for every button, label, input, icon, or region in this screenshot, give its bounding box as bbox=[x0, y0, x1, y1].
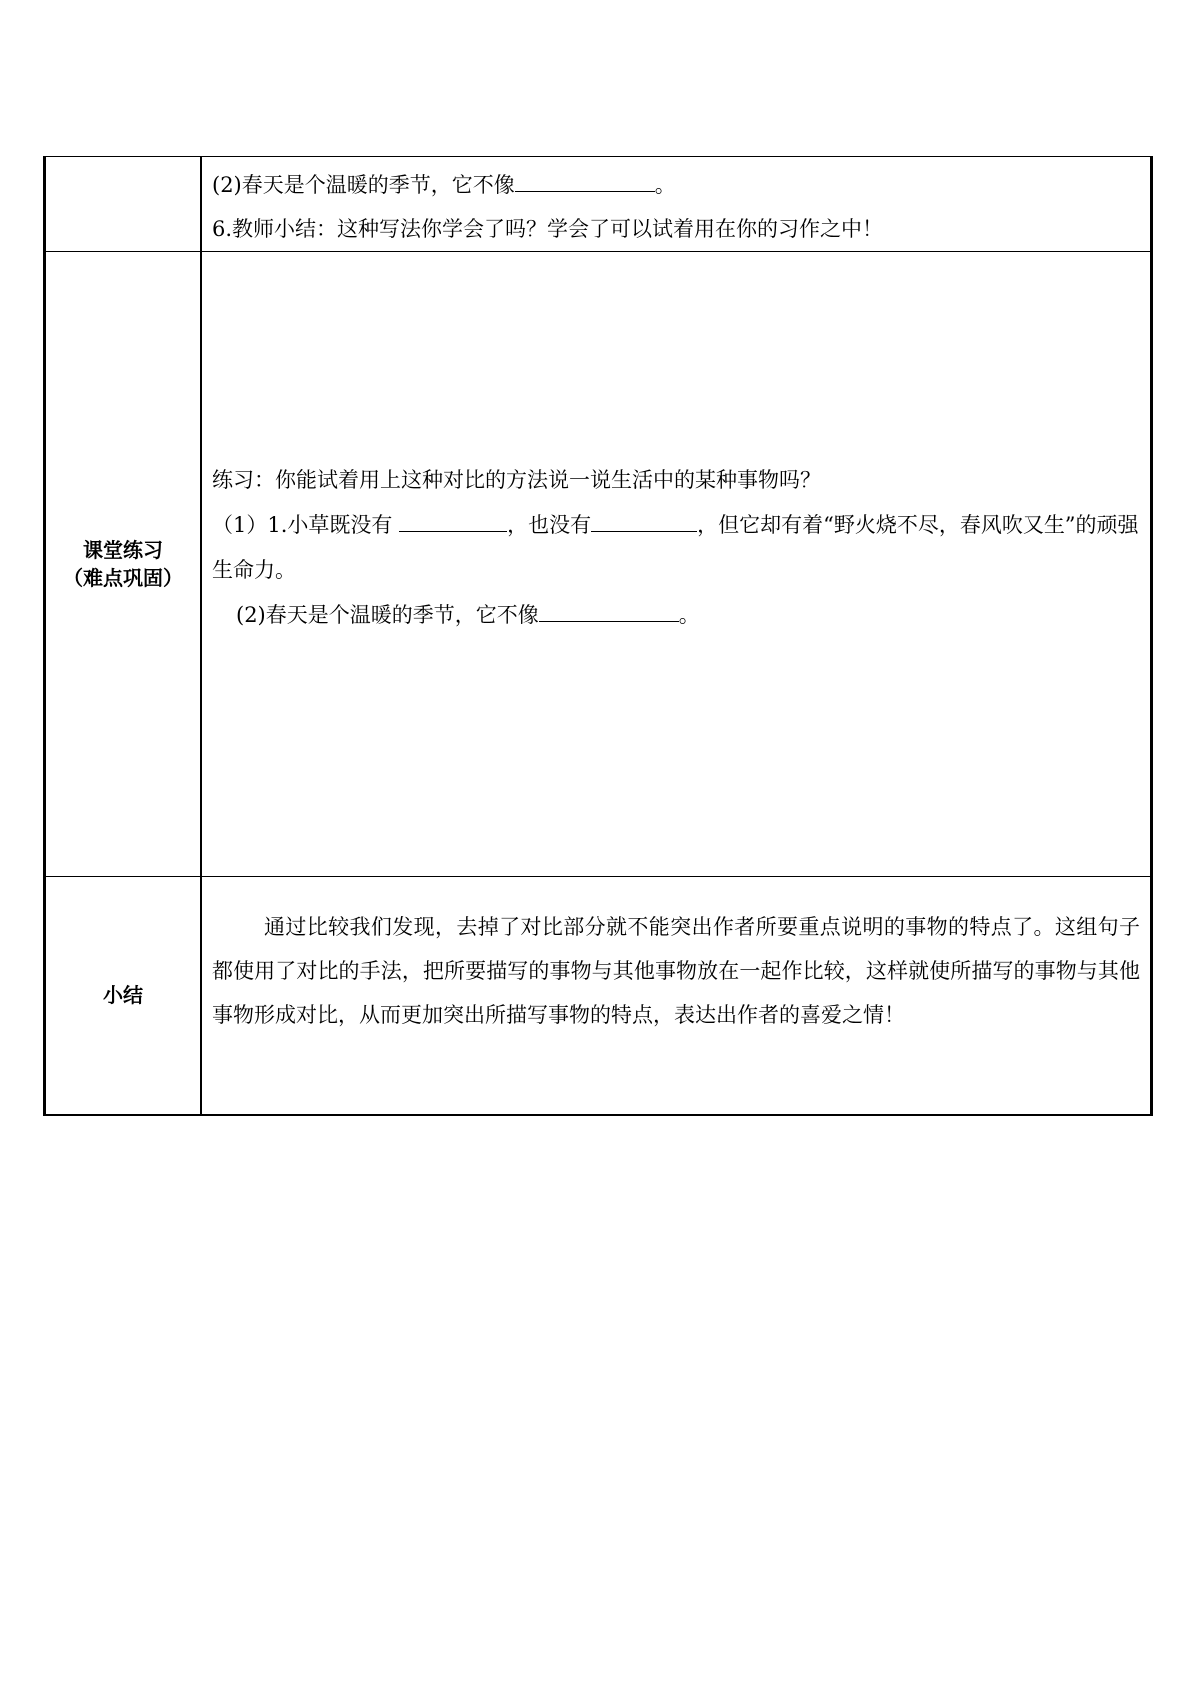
text-segment: ，但它却有着“野火烧不尽，春风吹又生”的顽强生命力。 bbox=[212, 513, 1139, 582]
text-segment: 。 bbox=[678, 603, 700, 627]
table-row bbox=[45, 252, 1152, 877]
fill-blank bbox=[591, 513, 697, 532]
row-label-empty bbox=[45, 157, 202, 252]
row-content bbox=[201, 877, 1152, 1115]
fill-blank bbox=[399, 513, 507, 532]
practice-intro: 练习：你能试着用上这种对比的方法说一说生活中的某种事物吗？ bbox=[212, 468, 821, 492]
text-segment: ，也没有 bbox=[507, 513, 592, 537]
row-content bbox=[201, 252, 1152, 877]
fill-blank bbox=[539, 603, 679, 622]
text-line bbox=[212, 163, 1140, 207]
summary-paragraph: 通过比较我们发现，去掉了对比部分就不能突出作者所要重点说明的事物的特点了。这组句子都使用了对比的手法，把所要描写的事物与其他事物放在一起作比较，这样就使所描写的事物与其他事物形成对比，从而更加突出所描写事物的特点，表达出作者的喜爱之情！ bbox=[212, 915, 1140, 1027]
text-segment: (2)春天是个温暖的季节，它不像 bbox=[212, 173, 515, 197]
row-label-practice bbox=[45, 252, 202, 877]
fill-blank bbox=[515, 173, 655, 192]
row-content bbox=[201, 157, 1152, 252]
practice-question-2 bbox=[212, 593, 1140, 638]
label-line: （难点巩固） bbox=[63, 566, 183, 590]
practice-question-1 bbox=[212, 503, 1140, 593]
table-row bbox=[45, 157, 1152, 252]
text-line: 6.教师小结：这种写法你学会了吗？学会了可以试着用在你的习作之中！ bbox=[212, 217, 884, 241]
label-line: 课堂练习 bbox=[83, 538, 163, 562]
text-segment: (2)春天是个温暖的季节，它不像 bbox=[236, 603, 539, 627]
table-row bbox=[45, 877, 1152, 1115]
row-label-summary: 小结 bbox=[45, 877, 202, 1115]
lesson-table bbox=[43, 156, 1153, 1116]
text-segment: （1）1.小草既没有 bbox=[212, 513, 400, 537]
text-segment: 。 bbox=[654, 173, 676, 197]
